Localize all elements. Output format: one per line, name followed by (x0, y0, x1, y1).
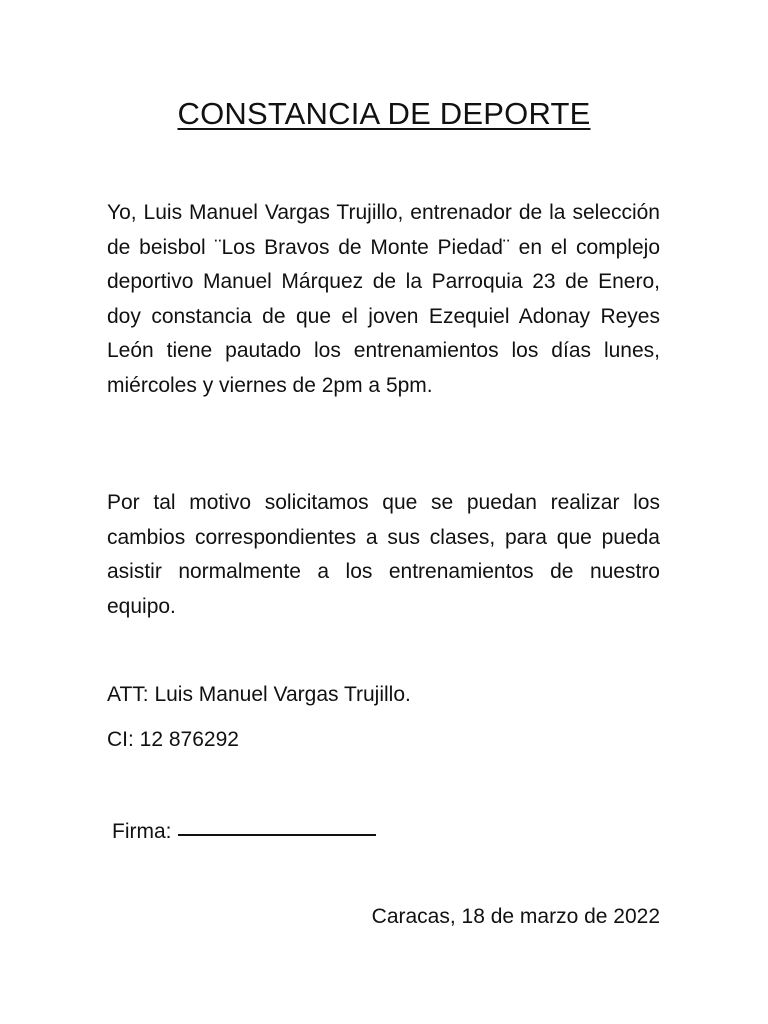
signature-label: Firma: (112, 820, 172, 843)
ci-line: CI: 12 876292 (107, 728, 239, 751)
signature-section (112, 815, 376, 849)
place-date: Caracas, 18 de marzo de 2022 (371, 905, 660, 928)
att-line: ATT: Luis Manuel Vargas Trujillo. (107, 683, 411, 706)
body-paragraph-2: Por tal motivo solicitamos que se puedan realizar los cambios correspondientes a sus clases, para que pueda asistir normalmente a los entrenamientos de nuestro equipo. (107, 491, 660, 618)
document-title: CONSTANCIA DE DEPORTE (177, 96, 591, 131)
signature-line (178, 834, 376, 836)
body-paragraph-1: Yo, Luis Manuel Vargas Trujillo, entrenador de la selección de beisbol ¨Los Bravos de Monte Piedad¨ en el complejo deportivo Manuel Márquez de la Parroquia 23 de Enero, doy constancia de que el joven Ezequiel Adonay Reyes León tiene pautado los entrenamientos los días lunes, miércoles y viernes de 2pm a 5pm. (107, 201, 660, 397)
